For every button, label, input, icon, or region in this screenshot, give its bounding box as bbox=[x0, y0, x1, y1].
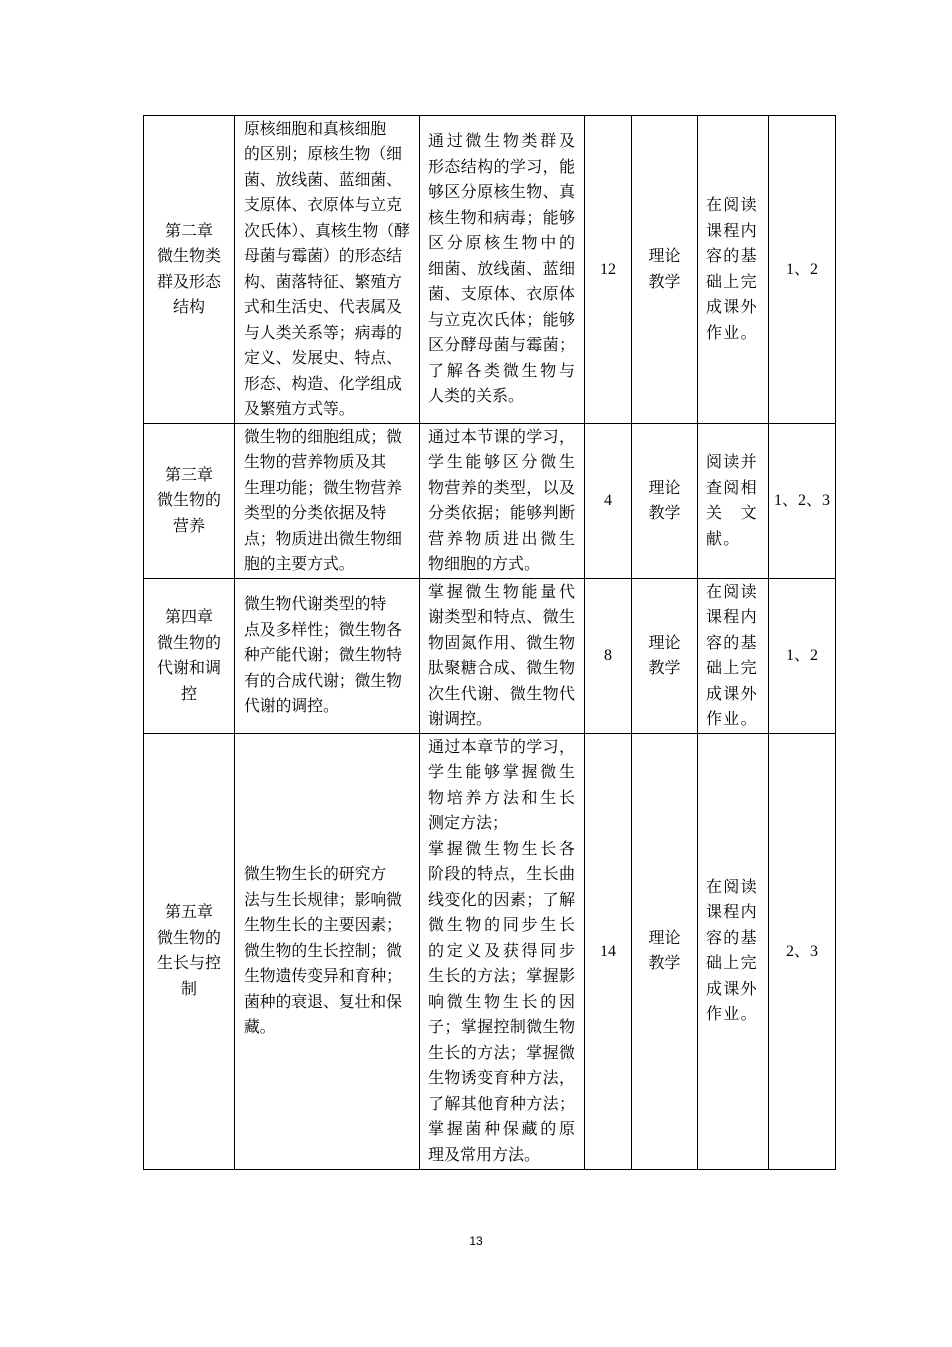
homework-line: 成课外 bbox=[706, 685, 758, 703]
content-line: 定义、发展史、特点、 bbox=[244, 350, 402, 367]
content-line: 藏。 bbox=[244, 1019, 276, 1036]
objective-line: 掌握微生物能量代 bbox=[428, 583, 575, 601]
content-line: 种产能代谢；微生物特 bbox=[244, 647, 402, 665]
chapter-cell bbox=[144, 424, 235, 579]
method-cell bbox=[632, 424, 698, 579]
content-line: 有的合成代谢；微生物 bbox=[244, 672, 402, 690]
content-line: 式和生活史、代表属及 bbox=[244, 299, 402, 316]
homework-cell bbox=[698, 579, 769, 734]
content-cell bbox=[235, 579, 420, 734]
content-line: 与人类关系等；病毒的 bbox=[244, 324, 402, 342]
homework-line: 课程内 bbox=[706, 904, 758, 922]
objective-line: 够区分原核生物、真 bbox=[428, 184, 575, 202]
content-line: 次氏体）、真核生物（酵 bbox=[244, 222, 410, 240]
objective-line: 测定方法； bbox=[428, 815, 509, 832]
method-line: 理论 bbox=[648, 479, 681, 497]
objective-line: 区分酵母菌与霉菌； bbox=[428, 337, 575, 355]
content-line: 微生物的生长控制；微 bbox=[244, 942, 402, 960]
homework bbox=[706, 450, 766, 552]
homework-line: 成课外 bbox=[706, 299, 758, 316]
chapter-line: 生长与控 bbox=[156, 955, 221, 973]
teaching-objectives bbox=[428, 425, 575, 578]
chapter-line: 控 bbox=[180, 685, 197, 703]
homework-line: 课程内 bbox=[706, 609, 758, 626]
objective-line: 物培养方法和生长 bbox=[428, 789, 575, 807]
objective-line: 的定义及获得同步 bbox=[428, 942, 575, 960]
chapter-line: 第四章 bbox=[164, 609, 213, 626]
chapter-line: 第五章 bbox=[164, 904, 213, 922]
content-cell bbox=[235, 116, 420, 424]
chapter-line: 第三章 bbox=[164, 466, 213, 484]
support-cell bbox=[769, 424, 836, 579]
homework-line: 关 文 bbox=[706, 505, 758, 522]
objective-line: 次生代谢、微生物代 bbox=[428, 685, 575, 703]
objective-line: 分类依据；能够判断 bbox=[428, 505, 575, 522]
class-hours: 8 bbox=[604, 647, 612, 665]
homework-line: 阅读并 bbox=[706, 454, 758, 471]
method-line: 理论 bbox=[648, 248, 681, 265]
objective-line: 生物诱变育种方法， bbox=[428, 1070, 575, 1087]
table-row bbox=[144, 579, 836, 734]
content-line: 点；物质进出微生物细 bbox=[244, 530, 402, 548]
objective-line: 了解各类微生物与 bbox=[428, 362, 575, 380]
homework-line: 容的基 bbox=[706, 929, 758, 947]
content-line: 构、菌落特征、繁殖方 bbox=[244, 273, 402, 291]
hours-cell bbox=[585, 734, 632, 1170]
objective-line: 菌、支原体、衣原体 bbox=[428, 286, 575, 304]
homework-cell bbox=[698, 116, 769, 424]
teaching-method bbox=[634, 476, 695, 527]
supported-goals: 2、3 bbox=[785, 942, 818, 960]
objective-line: 物细胞的方式。 bbox=[428, 556, 541, 573]
chapter-line: 营养 bbox=[172, 517, 205, 535]
objective-line: 学生能够区分微生 bbox=[428, 454, 575, 471]
homework-line: 在阅读 bbox=[706, 878, 758, 896]
content-line: 代谢的调控。 bbox=[244, 698, 339, 716]
homework-line: 础上完 bbox=[706, 660, 758, 677]
content-line: 及繁殖方式等。 bbox=[244, 401, 355, 418]
content-line: 母菌与霉菌）的形态结 bbox=[244, 248, 402, 265]
content-line: 菌种的衰退、复壮和保 bbox=[244, 993, 402, 1011]
content-line: 生物生长的主要因素； bbox=[244, 917, 402, 934]
class-hours: 12 bbox=[600, 260, 616, 278]
class-hours: 14 bbox=[600, 942, 616, 960]
content-line: 支原体、衣原体与立克 bbox=[244, 197, 402, 214]
homework-line: 容的基 bbox=[706, 634, 758, 652]
teaching-objectives bbox=[428, 129, 575, 410]
table-row bbox=[144, 734, 836, 1170]
objective-line: 区分原核生物中的 bbox=[428, 235, 575, 253]
content-line: 类型的分类依据及特 bbox=[244, 505, 387, 522]
objective-line: 了解其他育种方法； bbox=[428, 1095, 575, 1113]
teaching-content bbox=[244, 425, 418, 578]
homework bbox=[706, 875, 766, 1028]
teaching-content bbox=[244, 117, 418, 423]
hours-cell bbox=[585, 116, 632, 424]
content-line: 的区别；原核生物（细 bbox=[244, 146, 402, 163]
objective-line: 物固氮作用、微生物 bbox=[428, 634, 575, 652]
chapter-title bbox=[147, 463, 231, 540]
objectives-cell bbox=[420, 579, 585, 734]
supported-goals: 1、2 bbox=[785, 647, 818, 665]
objective-line: 形态结构的学习，能 bbox=[428, 158, 575, 176]
teaching-method bbox=[634, 926, 695, 977]
page-number: 13 bbox=[469, 1234, 483, 1248]
homework-line: 献。 bbox=[706, 530, 741, 548]
content-line: 法与生长规律；影响微 bbox=[244, 891, 402, 909]
chapter-line: 微生物的 bbox=[156, 492, 221, 510]
objective-line: 掌握微生物生长各 bbox=[428, 840, 575, 858]
homework-line: 在阅读 bbox=[706, 197, 758, 214]
supported-goals: 1、2、3 bbox=[773, 492, 830, 510]
objective-line: 理及常用方法。 bbox=[428, 1146, 541, 1164]
supported-goals: 1、2 bbox=[785, 260, 818, 278]
chapter-cell bbox=[144, 116, 235, 424]
homework-line: 成课外 bbox=[706, 980, 758, 998]
method-cell bbox=[632, 734, 698, 1170]
table-row bbox=[144, 116, 836, 424]
content-line: 胞的主要方式。 bbox=[244, 556, 355, 573]
objectives-cell bbox=[420, 424, 585, 579]
content-cell bbox=[235, 734, 420, 1170]
objective-line: 物营养的类型，以及 bbox=[428, 479, 575, 497]
homework-line: 容的基 bbox=[706, 248, 758, 265]
content-line: 生物遗传变异和育种； bbox=[244, 968, 402, 985]
content-line: 点及多样性；微生物各 bbox=[244, 621, 402, 639]
homework-line: 础上完 bbox=[706, 955, 758, 973]
teaching-method bbox=[634, 244, 695, 295]
homework-line: 作业。 bbox=[706, 711, 758, 728]
method-line: 理论 bbox=[648, 634, 681, 652]
homework-line: 查阅相 bbox=[706, 479, 758, 497]
support-cell bbox=[769, 734, 836, 1170]
chapter-line: 微生物类 bbox=[156, 248, 221, 265]
objective-line: 通过本章节的学习， bbox=[428, 738, 575, 756]
method-line: 教学 bbox=[648, 955, 681, 973]
objective-line: 学生能够掌握微生 bbox=[428, 764, 575, 781]
objective-line: 通过本节课的学习， bbox=[428, 428, 575, 446]
teaching-content bbox=[244, 592, 418, 720]
homework-cell bbox=[698, 424, 769, 579]
teaching-objectives bbox=[428, 735, 575, 1169]
content-line: 生理功能；微生物营养 bbox=[244, 479, 402, 497]
objectives-cell bbox=[420, 116, 585, 424]
chapter-line: 代谢和调 bbox=[156, 660, 221, 677]
chapter-title bbox=[147, 900, 231, 1002]
homework-line: 础上完 bbox=[706, 273, 758, 291]
content-line: 菌、放线菌、蓝细菌、 bbox=[244, 171, 402, 189]
objective-line: 与立克次氏体；能够 bbox=[428, 311, 575, 329]
content-line: 形态、构造、化学组成 bbox=[244, 375, 402, 393]
objective-line: 响微生物生长的因 bbox=[428, 993, 575, 1011]
objective-line: 微生物的同步生长 bbox=[428, 917, 575, 934]
method-line: 教学 bbox=[648, 660, 681, 677]
objective-line: 核生物和病毒；能够 bbox=[428, 209, 575, 227]
chapter-cell bbox=[144, 579, 235, 734]
teaching-method bbox=[634, 631, 695, 682]
hours-cell bbox=[585, 579, 632, 734]
method-line: 教学 bbox=[648, 505, 681, 522]
objective-line: 肽聚糖合成、微生物 bbox=[428, 660, 575, 677]
chapter-title bbox=[147, 605, 231, 707]
homework bbox=[706, 193, 766, 346]
chapter-title bbox=[147, 219, 231, 321]
objective-line: 营养物质进出微生 bbox=[428, 530, 575, 548]
chapter-line: 制 bbox=[180, 980, 197, 998]
objective-line: 谢调控。 bbox=[428, 711, 493, 728]
objective-line: 生长的方法；掌握微 bbox=[428, 1044, 575, 1062]
objective-line: 子；掌握控制微生物 bbox=[428, 1019, 575, 1036]
objective-line: 通过微生物类群及 bbox=[428, 133, 575, 151]
class-hours: 4 bbox=[604, 492, 612, 510]
chapter-line: 微生物的 bbox=[156, 929, 221, 947]
chapter-line: 群及形态 bbox=[156, 273, 221, 291]
chapter-line: 结构 bbox=[172, 299, 205, 316]
objective-line: 生长的方法；掌握影 bbox=[428, 968, 575, 985]
homework-line: 课程内 bbox=[706, 222, 758, 240]
objectives-cell bbox=[420, 734, 585, 1170]
homework bbox=[706, 580, 766, 733]
syllabus-table bbox=[143, 115, 836, 1170]
content-line: 微生物代谢类型的特 bbox=[244, 596, 387, 614]
homework-line: 在阅读 bbox=[706, 583, 758, 601]
table-row bbox=[144, 424, 836, 579]
teaching-objectives bbox=[428, 580, 575, 733]
content-line: 原核细胞和真核细胞 bbox=[244, 120, 387, 138]
objective-line: 人类的关系。 bbox=[428, 388, 525, 406]
chapter-line: 第二章 bbox=[164, 222, 213, 240]
objective-line: 细菌、放线菌、蓝细 bbox=[428, 260, 575, 278]
content-line: 微生物生长的研究方 bbox=[244, 866, 387, 883]
homework-line: 作业。 bbox=[706, 1006, 758, 1024]
method-cell bbox=[632, 116, 698, 424]
content-line: 微生物的细胞组成；微 bbox=[244, 428, 402, 446]
hours-cell bbox=[585, 424, 632, 579]
homework-line: 作业。 bbox=[706, 324, 758, 342]
teaching-content bbox=[244, 862, 418, 1041]
method-line: 理论 bbox=[648, 929, 681, 947]
content-line: 生物的营养物质及其 bbox=[244, 454, 387, 471]
chapter-cell bbox=[144, 734, 235, 1170]
objective-line: 线变化的因素；了解 bbox=[428, 891, 575, 909]
method-line: 教学 bbox=[648, 273, 681, 291]
objective-line: 掌握菌种保藏的原 bbox=[428, 1121, 575, 1138]
content-cell bbox=[235, 424, 420, 579]
support-cell bbox=[769, 579, 836, 734]
objective-line: 谢类型和特点、微生 bbox=[428, 609, 575, 626]
chapter-line: 微生物的 bbox=[156, 634, 221, 652]
objective-line: 阶段的特点，生长曲 bbox=[428, 866, 575, 883]
support-cell bbox=[769, 116, 836, 424]
method-cell bbox=[632, 579, 698, 734]
homework-cell bbox=[698, 734, 769, 1170]
